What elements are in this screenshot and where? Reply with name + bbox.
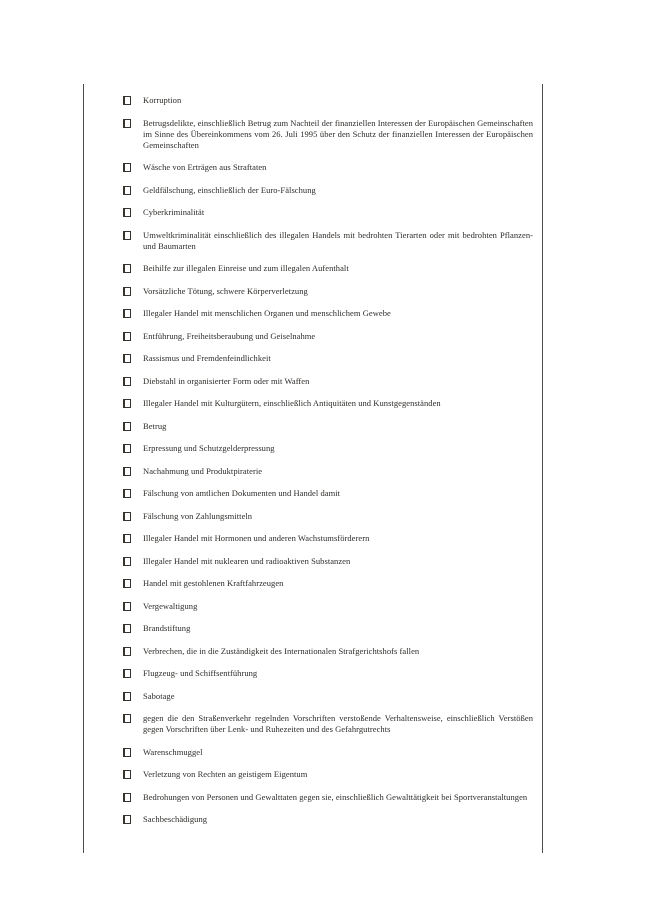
checkbox-icon[interactable] [123, 422, 131, 431]
checkbox-icon[interactable] [123, 647, 131, 656]
checkbox-icon[interactable] [123, 770, 131, 779]
offence-label: Erpressung und Schutzgelderpressung [143, 443, 275, 453]
offence-label: Bedrohungen von Personen und Gewalttaten gegen sie, einschließlich Gewalttätigkeit bei Sportveranstaltungen [143, 791, 528, 802]
offence-label: Vorsätzliche Tötung, schwere Körperverletzung [143, 285, 308, 296]
checkbox-icon[interactable] [123, 748, 131, 757]
checkbox-icon[interactable] [123, 287, 131, 296]
list-item [123, 533, 534, 544]
checkbox-icon[interactable] [123, 309, 131, 318]
checkbox-icon[interactable] [123, 186, 131, 195]
checkbox-icon[interactable] [123, 231, 131, 240]
right-page-rule [542, 84, 543, 853]
checkbox-icon[interactable] [123, 208, 131, 217]
list-item [123, 263, 534, 274]
offence-label: Warenschmuggel [143, 746, 203, 757]
offence-label: Illegaler Handel mit Hormonen und anderen Wachstumsförderern [143, 533, 370, 543]
checkbox-icon[interactable] [123, 793, 131, 802]
list-item [123, 601, 534, 612]
offence-label: Vergewaltigung [143, 600, 198, 611]
list-item [123, 353, 534, 364]
checkbox-icon[interactable] [123, 534, 131, 543]
list-item [123, 646, 534, 657]
offence-label: Illegaler Handel mit nuklearen und radioaktiven Substanzen [143, 555, 351, 566]
offence-label: Betrugsdelikte, einschließlich Betrug zum Nachteil der finanziellen Interessen der Europäischen Gemeinschaften im Sinne des Übereinkommens vom 26. Juli 1995 über den Schutz der finanziellen Interessen der Europäischen Gemeinschaften [143, 117, 533, 150]
checkbox-icon[interactable] [123, 815, 131, 824]
checkbox-icon[interactable] [123, 264, 131, 273]
checkbox-icon[interactable] [123, 163, 131, 172]
list-item [123, 162, 534, 173]
list-item [123, 713, 534, 735]
offence-label: Flugzeug- und Schiffsentführung [143, 668, 258, 678]
list-item [123, 185, 534, 196]
list-item [123, 769, 534, 780]
offence-label: Geldfälschung, einschließlich der Euro-Fälschung [143, 184, 316, 195]
list-item [123, 230, 534, 252]
list-item [123, 814, 534, 825]
list-item [123, 95, 534, 106]
offence-label: Handel mit gestohlenen Kraftfahrzeugen [143, 578, 284, 588]
offence-label: Fälschung von amtlichen Dokumenten und Handel damit [143, 488, 341, 498]
checkbox-icon[interactable] [123, 377, 131, 386]
offence-label: Fälschung von Zahlungsmitteln [143, 510, 253, 521]
checkbox-icon[interactable] [123, 669, 131, 678]
offence-label: gegen die den Straßenverkehr regelnden Vorschriften verstoßende Verhaltensweise, einschließlich Verstößen gegen Vorschriften über Lenk- und Ruhezeiten und des Gefahrgutrechts [143, 713, 533, 734]
checkbox-icon[interactable] [123, 624, 131, 633]
offence-label: Verletzung von Rechten an geistigem Eigentum [143, 769, 308, 779]
offence-label: Rassismus und Fremdenfeindlichkeit [143, 353, 271, 363]
list-item [123, 578, 534, 589]
offence-label: Illegaler Handel mit menschlichen Organen und menschlichem Gewebe [143, 308, 391, 318]
offence-label: Diebstahl in organisierter Form oder mit Waffen [143, 375, 310, 386]
checkbox-icon[interactable] [123, 557, 131, 566]
checkbox-icon[interactable] [123, 444, 131, 453]
offence-label: Entführung, Freiheitsberaubung und Geiselnahme [143, 330, 316, 341]
offence-label: Sachbeschädigung [143, 814, 208, 824]
checkbox-icon[interactable] [123, 714, 131, 723]
offence-label: Cyberkriminalität [143, 207, 205, 217]
checkbox-icon[interactable] [123, 332, 131, 341]
left-page-rule [83, 84, 84, 853]
offence-label: Illegaler Handel mit Kulturgütern, einschließlich Antiquitäten und Kunstgegenständen [143, 398, 441, 408]
list-item [123, 443, 534, 454]
checkbox-icon[interactable] [123, 602, 131, 611]
list-item [123, 747, 534, 758]
offence-label: Sabotage [143, 690, 175, 701]
offence-label: Korruption [143, 95, 182, 105]
checkbox-icon[interactable] [123, 119, 131, 128]
checkbox-icon[interactable] [123, 692, 131, 701]
checkbox-icon[interactable] [123, 579, 131, 588]
checkbox-icon[interactable] [123, 96, 131, 105]
list-item [123, 308, 534, 319]
offence-label: Brandstiftung [143, 623, 191, 633]
checkbox-icon[interactable] [123, 354, 131, 363]
list-item [123, 556, 534, 567]
list-item [123, 331, 534, 342]
list-item [123, 421, 534, 432]
offence-label: Wäsche von Erträgen aus Straftaten [143, 162, 267, 172]
offence-label: Beihilfe zur illegalen Einreise und zum illegalen Aufenthalt [143, 263, 349, 273]
list-item [123, 398, 534, 409]
list-item [123, 691, 534, 702]
list-item [123, 488, 534, 499]
offence-label: Betrug [143, 420, 167, 431]
offence-label: Umweltkriminalität einschließlich des illegalen Handels mit bedrohten Tierarten oder mit bedrohten Pflanzen- und Baumarten [143, 229, 533, 251]
checkbox-icon[interactable] [123, 399, 131, 408]
list-item [123, 466, 534, 477]
list-item [123, 118, 534, 151]
list-item [123, 668, 534, 679]
list-item [123, 207, 534, 218]
list-item [123, 623, 534, 634]
checkbox-icon[interactable] [123, 489, 131, 498]
checkbox-icon[interactable] [123, 467, 131, 476]
list-item [123, 286, 534, 297]
offence-checklist [123, 95, 534, 837]
list-item [123, 511, 534, 522]
list-item [123, 376, 534, 387]
offence-label: Nachahmung und Produktpiraterie [143, 465, 263, 476]
offence-label: Verbrechen, die in die Zuständigkeit des Internationalen Strafgerichtshofs fallen [143, 645, 420, 656]
checkbox-icon[interactable] [123, 512, 131, 521]
list-item [123, 792, 534, 803]
